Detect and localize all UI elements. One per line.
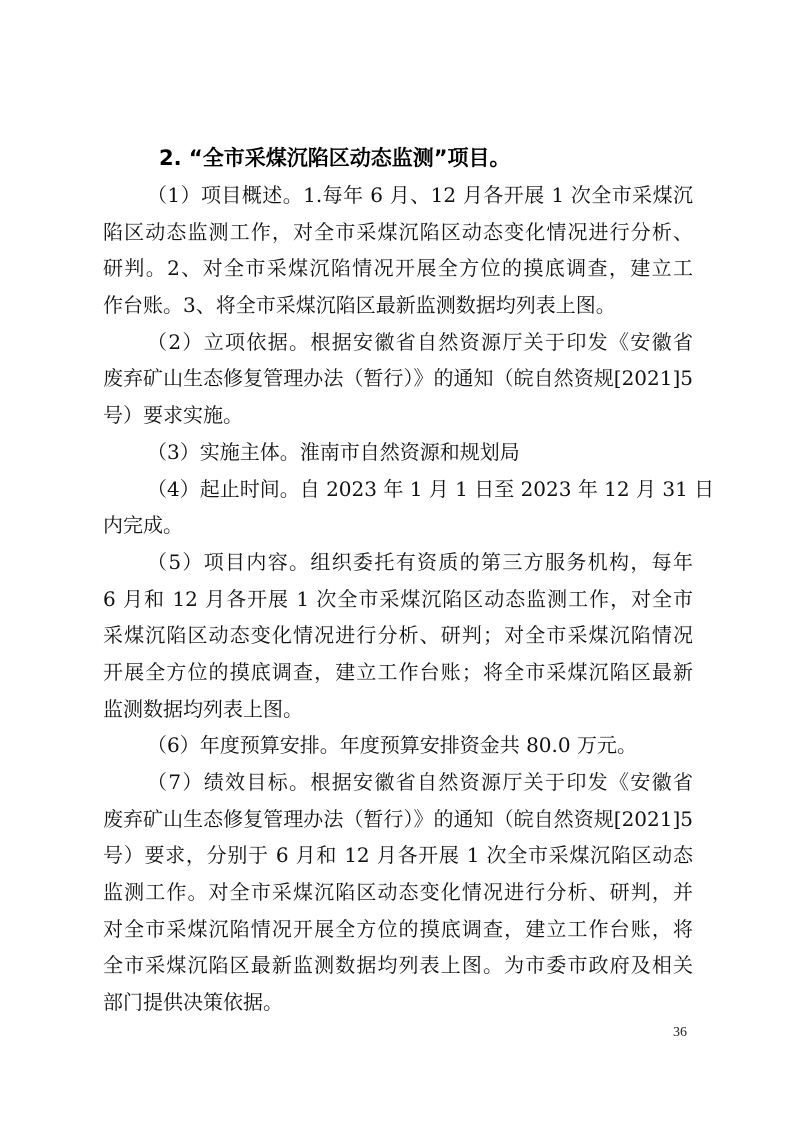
page-content [103, 140, 715, 1021]
paragraph-line: （3）实施主体。淮南市自然资源和规划局 [147, 439, 520, 464]
paragraph-line: 开展全方位的摸底调查，建立工作台账；将全市采煤沉陷区最新 [103, 659, 693, 684]
paragraph-line: 全市采煤沉陷区最新监测数据均列表上图。为市委市政府及相关 [103, 953, 693, 978]
paragraph-line: 废弃矿山生态修复管理办法（暂行）》的通知（皖自然资规[2021]5 [103, 806, 693, 831]
section-heading: 2. “全市采煤沉陷区动态监测”项目。 [159, 146, 511, 170]
paragraph-line: 陷区动态监测工作，对全市采煤沉陷区动态变化情况进行分析、 [103, 219, 693, 244]
paragraph-line: 对全市采煤沉陷情况开展全方位的摸底调查，建立工作台账，将 [103, 916, 693, 941]
paragraph-list [103, 177, 715, 1021]
paragraph-content [103, 544, 693, 727]
paragraph-period [103, 471, 715, 544]
paragraph-line: 废弃矿山生态修复管理办法（暂行）》的通知（皖自然资规[2021]5 [103, 366, 693, 391]
paragraph-overview [103, 177, 693, 324]
paragraph-line: 号）要求，分别于 6 月和 12 月各开展 1 次全市采煤沉陷区动态 [103, 843, 693, 868]
paragraph-basis [103, 324, 693, 434]
paragraph-line: 号）要求实施。 [103, 403, 243, 428]
paragraph-line: 内完成。 [103, 513, 183, 538]
paragraph-line: 部门提供决策依据。 [103, 990, 283, 1015]
paragraph-line: 作台账。3、将全市采煤沉陷区最新监测数据均列表上图。 [103, 293, 616, 318]
paragraph-subject [103, 434, 693, 471]
paragraph-line: 监测数据均列表上图。 [103, 696, 303, 721]
paragraph-line: （2）立项依据。根据安徽省自然资源厅关于印发《安徽省 [147, 329, 693, 354]
paragraph-line: 监测工作。对全市采煤沉陷区动态变化情况进行分析、研判，并 [103, 880, 693, 905]
paragraph-targets [103, 764, 693, 1021]
paragraph-line: （7）绩效目标。根据安徽省自然资源厅关于印发《安徽省 [147, 770, 693, 794]
paragraph-line: （5）项目内容。组织委托有资质的第三方服务机构，每年 [147, 549, 693, 574]
paragraph-line: （1）项目概述。1.每年 6 月、12 月各开展 1 次全市采煤沉 [147, 183, 693, 207]
paragraph-line: 研判。2、对全市采煤沉陷情况开展全方位的摸底调查，建立工 [103, 256, 693, 281]
paragraph-line: （6）年度预算安排。年度预算安排资金共 80.0 万元。 [147, 733, 637, 758]
paragraph-budget [103, 727, 693, 764]
paragraph-line: 采煤沉陷区动态变化情况进行分析、研判；对全市采煤沉陷情况 [103, 623, 693, 648]
page-number: 36 [673, 1025, 687, 1040]
paragraph-line: （4）起止时间。自 2023 年 1 月 1 日至 2023 年 12 月 31 日 [147, 476, 715, 501]
paragraph-line: 6 月和 12 月各开展 1 次全市采煤沉陷区动态监测工作，对全市 [103, 586, 693, 611]
